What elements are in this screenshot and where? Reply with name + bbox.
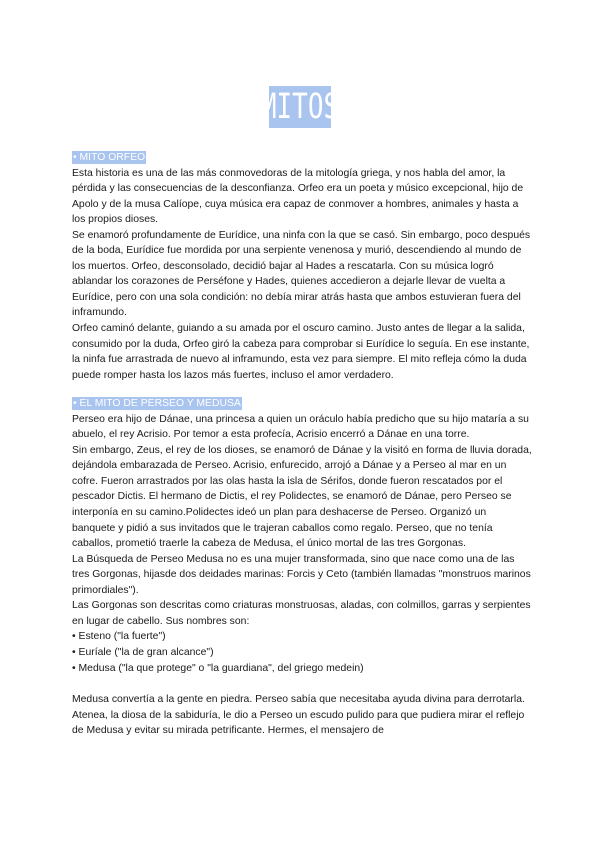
paragraph: Orfeo caminó delante, guiando a su amada por el oscuro camino. Justo antes de llegar a la salida, consumido por la duda, Orfeo giró la cabeza para comprobar si Eurídice lo seguía. En ese instante, la ninfa fue arrastrada de nuevo al inframundo, esta vez para siempre. El mito refleja cómo la duda puede romper hasta los lazos más fuertes, incluso el amor verdadero.: [72, 323, 530, 381]
section-heading-perseo: • EL MITO DE PERSEO Y MEDUSA: [73, 398, 241, 410]
paragraph: Las Gorgonas son descritas como criaturas monstruosas, aladas, con colmillos, garras y serpientes en lugar de cabello. Sus nombres son:: [72, 600, 531, 627]
list-item: • Euríale ("la de gran alcance"): [72, 645, 532, 661]
section-perseo: [72, 396, 532, 738]
gorgon-list: [72, 629, 532, 676]
paragraph: La Búsqueda de Perseo Medusa no es una mujer transformada, sino que nace como una de las tres Gorgonas, hijasde dos deidades marinas: Forcis y Ceto (también llamadas "monstruos marinos primordiales").: [72, 553, 531, 596]
paragraph: Esta historia es una de las más conmovedoras de la mitología griega, y nos habla del amor, la pérdida y las consecuencias de la desconfianza. Orfeo era un poeta y músico excepcional, hijo de Apolo y de la musa Calíope, cuya música era capaz de conmover a hombres, animales y hasta a los propios dioses.: [72, 167, 524, 226]
document-body: [72, 150, 532, 739]
paragraph: Sin embargo, Zeus, el rey de los dioses, se enamoró de Dánae y la visitó en forma de lluvia dorada, dejándola embarazada de Perseo. Acrisio, enfurecido, arrojó a Dánae y a Perseo al mar en un cofre. Fueron arrastrados por las olas hasta la isla de Sérifos, donde fueron rescatados por el pescador Dictis. El hermano de Dictis, el rey Polidectes, se enamoró de Dánae, pero Perseo se interponía en su camino.Polidectes ideó un plan para deshacerse de Perseo. Organizó un banquete y pidió a sus invitados que le trajeran caballos como regalo. Perseo, que no tenía caballos, prometió traerle la cabeza de Medusa, el único mortal de las tres Gorgonas.: [72, 444, 532, 550]
paragraph: Perseo era hijo de Dánae, una princesa a quien un oráculo había predicho que su hijo mataría a su abuelo, el rey Acrisio. Por temor a esta profecía, Acrisio encerró a Dánae en una torre.: [72, 413, 529, 441]
paragraph: Medusa convertía a la gente en piedra. Perseo sabía que necesitaba ayuda divina para derrotarla. Atenea, la diosa de la sabiduría, le dio a Perseo un escudo pulido para que pudiera mirar el reflejo de Medusa y evitar su mirada petrificante. Hermes, el mensajero de: [72, 694, 525, 737]
section-heading-orfeo: • MITO ORFEO: [73, 152, 146, 163]
paragraph: Se enamoró profundamente de Eurídice, una ninfa con la que se casó. Sin embargo, poco después de la boda, Eurídice fue mordida por una serpiente venenosa y murió, descendiendo al mundo de los muertos. Orfeo, desconsolado, decidió bajar al Hades a rescatarla. Con su música logró ablandar los corazones de Perséfone y Hades, quienes accedieron a dejarle llevar de vuelta a Eurídice, pero con una sola condición: no debía mirar atrás hasta que ambos estuvieran fuera del inframundo.: [72, 229, 531, 319]
title-banner: [260, 86, 340, 128]
list-item: • Medusa ("la que protege" o "la guardiana", del griego medein): [72, 661, 532, 677]
list-item: • Esteno ("la fuerte"): [72, 629, 532, 645]
section-orfeo: [72, 150, 532, 383]
page-title: MITOS: [260, 86, 340, 128]
